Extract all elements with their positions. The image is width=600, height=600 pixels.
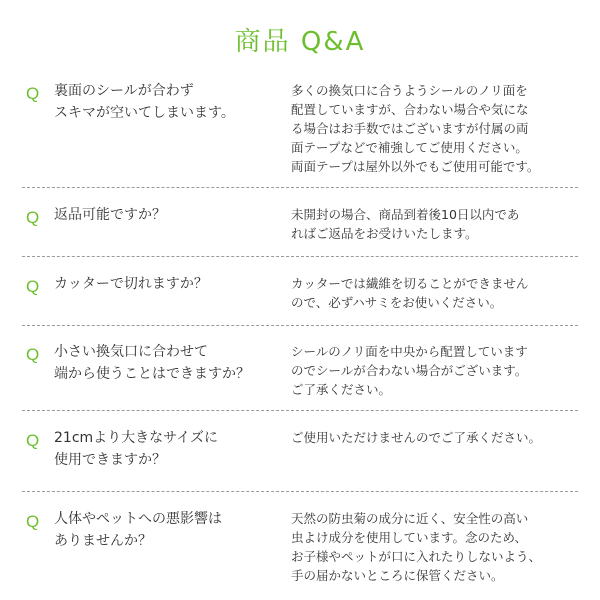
q-marker: Q xyxy=(26,84,40,103)
faq-item-4 xyxy=(22,341,578,405)
faq-answer: 多くの換気口に合うようシールのノリ面を 配置していますが、合わない場合や気にな る場合はお手数ではございますが付属の両 面テープなどで補強してご使用ください。 両面テープは屋外以外でもご使用可能です。 xyxy=(291,83,540,174)
faq-question: 21cmより大きなサイズに 使用できますか？ xyxy=(54,430,219,468)
faq-question: 裏面のシールが合わず スキマが空いてしまいます。 xyxy=(54,83,235,121)
faq-answer: シールのノリ面を中央から配置しています のでシールが合わない場合がございます。 ご了承ください。 xyxy=(291,344,528,397)
divider xyxy=(22,410,578,411)
q-marker: Q xyxy=(26,208,40,227)
faq-question: カッターで切れますか？ xyxy=(54,276,208,292)
faq-question: 人体やペットへの悪影響は ありませんか？ xyxy=(54,511,222,549)
faq-item-1 xyxy=(22,80,578,180)
faq-question: 返品可能ですか？ xyxy=(54,207,166,223)
q-marker: Q xyxy=(26,512,40,531)
divider xyxy=(22,256,578,257)
faq-item-2 xyxy=(22,204,578,248)
faq-answer: ご使用いただけませんのでご了承ください。 xyxy=(291,430,542,445)
faq-answer: 天然の防虫菊の成分に近く、安全性の高い 虫よけ成分を使用しています。念のため、 お子様やペットが口に入れたりしないよう、 手の届かないところに保管ください。 xyxy=(291,511,542,583)
faq-answer: カッターでは繊維を切ることができません ので、必ずハサミをお使いください。 xyxy=(291,276,529,310)
faq-item-5 xyxy=(22,427,578,475)
divider xyxy=(22,491,578,492)
divider xyxy=(22,325,578,326)
q-marker: Q xyxy=(26,345,40,364)
q-marker: Q xyxy=(26,431,40,450)
q-marker: Q xyxy=(26,277,40,296)
page-title: 商品 Q&A xyxy=(234,27,366,57)
faq-answer: 未開封の場合、商品到着後10日以内であ ればご返品をお受けいたします。 xyxy=(291,207,520,241)
faq-item-6 xyxy=(22,508,578,592)
faq-item-3 xyxy=(22,273,578,317)
divider xyxy=(22,187,578,188)
faq-question: 小さい換気口に合わせて 端から使うことはできますか？ xyxy=(54,344,250,382)
